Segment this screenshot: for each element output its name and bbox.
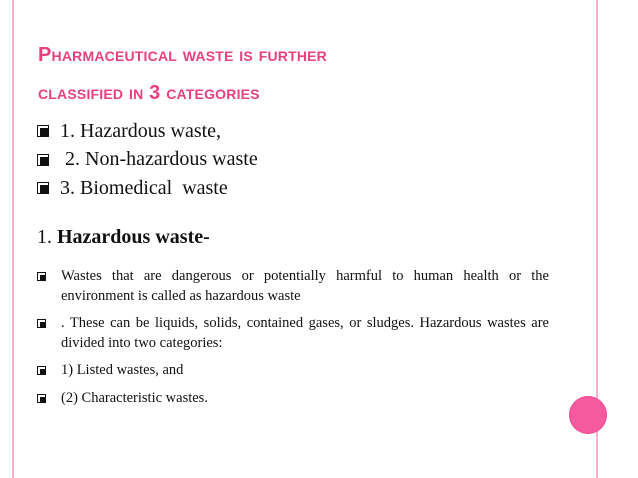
checkbox-square-icon bbox=[37, 154, 49, 166]
list-item bbox=[37, 146, 258, 175]
list-item-text: 3. Biomedical waste bbox=[60, 176, 228, 199]
list-item bbox=[37, 389, 549, 409]
list-item-text: 2. Non-hazardous waste bbox=[60, 148, 258, 171]
list-item bbox=[37, 174, 258, 203]
checkbox-square-icon bbox=[37, 182, 49, 194]
list-item-text: 1. Hazardous waste, bbox=[60, 119, 222, 142]
list-item bbox=[37, 314, 549, 353]
category-list bbox=[37, 117, 258, 203]
list-item-text: (2) Characteristic wastes. bbox=[61, 389, 208, 406]
list-item-text: Wastes that are dangerous or potentially harmful to human health or the environment is called as hazardous waste bbox=[61, 268, 549, 304]
left-vertical-rule bbox=[12, 0, 14, 478]
slide-title-line-2: classified in 3 categories bbox=[38, 82, 260, 104]
section-heading bbox=[37, 226, 210, 249]
list-item-text: 1) Listed wastes, and bbox=[61, 362, 184, 378]
pink-circle-decoration bbox=[569, 396, 607, 434]
section-heading-title: Hazardous waste- bbox=[57, 226, 210, 248]
checkbox-square-icon bbox=[37, 394, 46, 403]
checkbox-square-icon bbox=[37, 125, 49, 137]
slide-title bbox=[38, 36, 558, 112]
list-item bbox=[37, 267, 549, 306]
list-item bbox=[37, 361, 549, 381]
section-heading-prefix: 1. bbox=[37, 226, 57, 248]
slide-title-line-1: Pharmaceutical waste is further bbox=[38, 44, 327, 66]
list-item bbox=[37, 117, 258, 146]
checkbox-square-icon bbox=[37, 319, 46, 328]
hazardous-waste-details bbox=[37, 267, 549, 416]
checkbox-square-icon bbox=[37, 366, 46, 375]
list-item-text: . These can be liquids, solids, contained gases, or sludges. Hazardous wastes are divided into two categories: bbox=[61, 315, 549, 351]
checkbox-square-icon bbox=[37, 272, 46, 281]
